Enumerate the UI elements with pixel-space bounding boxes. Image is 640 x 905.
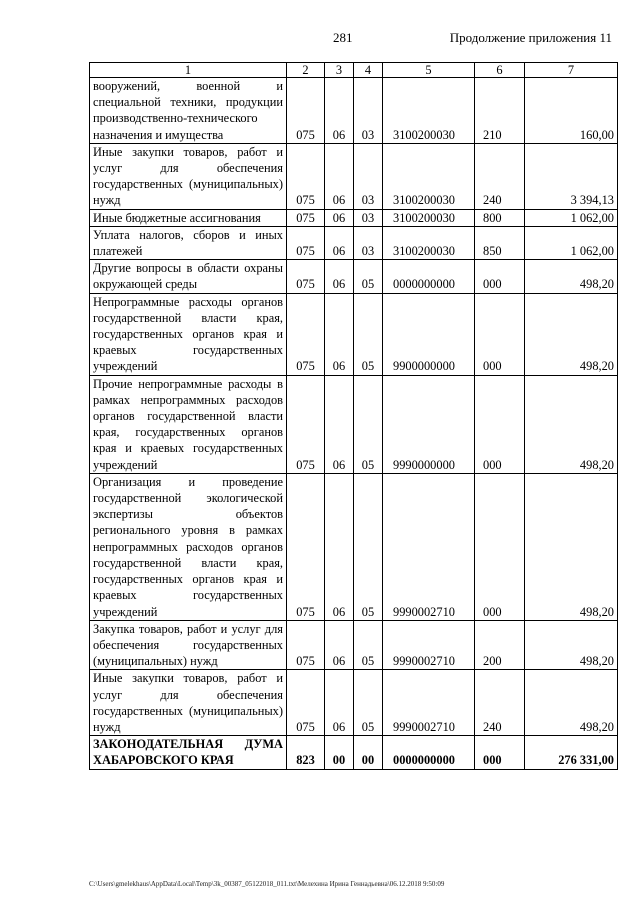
expense-type-cell: 210: [475, 78, 525, 144]
subsection-cell: 05: [354, 260, 383, 293]
table-row: [90, 473, 618, 620]
expense-name-cell: Иные закупки товаров, работ и услуг для обеспечения государственных (муниципальных) нужд: [90, 143, 287, 209]
section-cell: 06: [325, 143, 354, 209]
column-number: 1: [90, 63, 287, 78]
expense-type-cell: 000: [475, 736, 525, 769]
subsection-cell: 05: [354, 620, 383, 670]
expense-name-cell: Организация и проведение государственной экологической экспертизы объектов регионального уровня в рамках непрограммных расходов органов государственной власти края, государственных органов края и краевых государственных учреждений: [90, 473, 287, 620]
target-article-cell: 3100200030: [383, 78, 475, 144]
admin-code-cell: 823: [287, 736, 325, 769]
section-cell: 06: [325, 375, 354, 473]
expense-name-cell: Непрограммные расходы органов государственной власти края, государственных органов края и краевых государственных учреждений: [90, 293, 287, 375]
amount-cell: 1 062,00: [525, 226, 618, 259]
admin-code-cell: 075: [287, 143, 325, 209]
expense-type-cell: 800: [475, 209, 525, 226]
target-article-cell: 9990002710: [383, 670, 475, 736]
target-article-cell: 9990000000: [383, 375, 475, 473]
amount-cell: 498,20: [525, 293, 618, 375]
amount-cell: 498,20: [525, 670, 618, 736]
expense-type-cell: 000: [475, 260, 525, 293]
section-cell: 06: [325, 473, 354, 620]
column-number: 6: [475, 63, 525, 78]
column-number-row: [90, 63, 618, 78]
expense-type-cell: 000: [475, 473, 525, 620]
table-row: [90, 375, 618, 473]
expense-name-cell: Иные закупки товаров, работ и услуг для обеспечения государственных (муниципальных) нужд: [90, 670, 287, 736]
amount-cell: 276 331,00: [525, 736, 618, 769]
target-article-cell: 9990002710: [383, 620, 475, 670]
subsection-cell: 05: [354, 670, 383, 736]
target-article-cell: 9900000000: [383, 293, 475, 375]
expense-type-cell: 000: [475, 293, 525, 375]
appendix-caption: Продолжение приложения 11: [449, 30, 612, 45]
subsection-cell: 05: [354, 293, 383, 375]
target-article-cell: 3100200030: [383, 226, 475, 259]
section-cell: 00: [325, 736, 354, 769]
section-cell: 06: [325, 226, 354, 259]
table-row: [90, 260, 618, 293]
table-row: [90, 293, 618, 375]
table-row: [90, 620, 618, 670]
expense-name-cell: Другие вопросы в области охраны окружающей среды: [90, 260, 287, 293]
target-article-cell: 0000000000: [383, 736, 475, 769]
admin-code-cell: 075: [287, 78, 325, 144]
file-path-footer: C:\Users\gmelekhaus\AppData\Local\Temp\3k_00387_05122018_011.txt\Мелехина Ирина Геннадьевна\06.12.2018 9:50:09: [89, 880, 445, 888]
table-row: [90, 736, 618, 769]
expense-type-cell: 240: [475, 143, 525, 209]
expense-type-cell: 240: [475, 670, 525, 736]
section-cell: 06: [325, 620, 354, 670]
section-cell: 06: [325, 670, 354, 736]
section-cell: 06: [325, 260, 354, 293]
admin-code-cell: 075: [287, 375, 325, 473]
section-cell: 06: [325, 209, 354, 226]
expense-type-cell: 850: [475, 226, 525, 259]
target-article-cell: 0000000000: [383, 260, 475, 293]
admin-code-cell: 075: [287, 620, 325, 670]
subsection-cell: 03: [354, 78, 383, 144]
table-row: [90, 209, 618, 226]
column-number: 2: [287, 63, 325, 78]
admin-code-cell: 075: [287, 260, 325, 293]
expense-name-cell: Прочие непрограммные расходы в рамках непрограммных расходов органов государственной власти края, государственных органов края и краевых государственных учреждений: [90, 375, 287, 473]
amount-cell: 498,20: [525, 473, 618, 620]
section-cell: 06: [325, 293, 354, 375]
amount-cell: 498,20: [525, 375, 618, 473]
subsection-cell: 03: [354, 143, 383, 209]
admin-code-cell: 075: [287, 473, 325, 620]
column-number: 7: [525, 63, 618, 78]
page-number: 281: [333, 30, 353, 45]
column-number: 5: [383, 63, 475, 78]
expense-type-cell: 000: [475, 375, 525, 473]
expense-name-cell: вооружений, военной и специальной техники, продукции производственно-технического назначения и имущества: [90, 78, 287, 144]
subsection-cell: 03: [354, 226, 383, 259]
amount-cell: 160,00: [525, 78, 618, 144]
subsection-cell: 05: [354, 473, 383, 620]
admin-code-cell: 075: [287, 209, 325, 226]
expense-name-cell: Уплата налогов, сборов и иных платежей: [90, 226, 287, 259]
section-cell: 06: [325, 78, 354, 144]
admin-code-cell: 075: [287, 670, 325, 736]
subsection-cell: 00: [354, 736, 383, 769]
table-row: [90, 226, 618, 259]
target-article-cell: 3100200030: [383, 209, 475, 226]
table-row: [90, 78, 618, 144]
target-article-cell: 3100200030: [383, 143, 475, 209]
expense-type-cell: 200: [475, 620, 525, 670]
amount-cell: 1 062,00: [525, 209, 618, 226]
column-number: 3: [325, 63, 354, 78]
budget-table: [89, 62, 618, 770]
column-number: 4: [354, 63, 383, 78]
amount-cell: 498,20: [525, 620, 618, 670]
table-row: [90, 143, 618, 209]
target-article-cell: 9990002710: [383, 473, 475, 620]
table-row: [90, 670, 618, 736]
expense-name-cell: ЗАКОНОДАТЕЛЬНАЯ ДУМА ХАБАРОВСКОГО КРАЯ: [90, 736, 287, 769]
amount-cell: 3 394,13: [525, 143, 618, 209]
expense-name-cell: Закупка товаров, работ и услуг для обеспечения государственных (муниципальных) нужд: [90, 620, 287, 670]
expense-name-cell: Иные бюджетные ассигнования: [90, 209, 287, 226]
admin-code-cell: 075: [287, 293, 325, 375]
subsection-cell: 03: [354, 209, 383, 226]
admin-code-cell: 075: [287, 226, 325, 259]
subsection-cell: 05: [354, 375, 383, 473]
amount-cell: 498,20: [525, 260, 618, 293]
